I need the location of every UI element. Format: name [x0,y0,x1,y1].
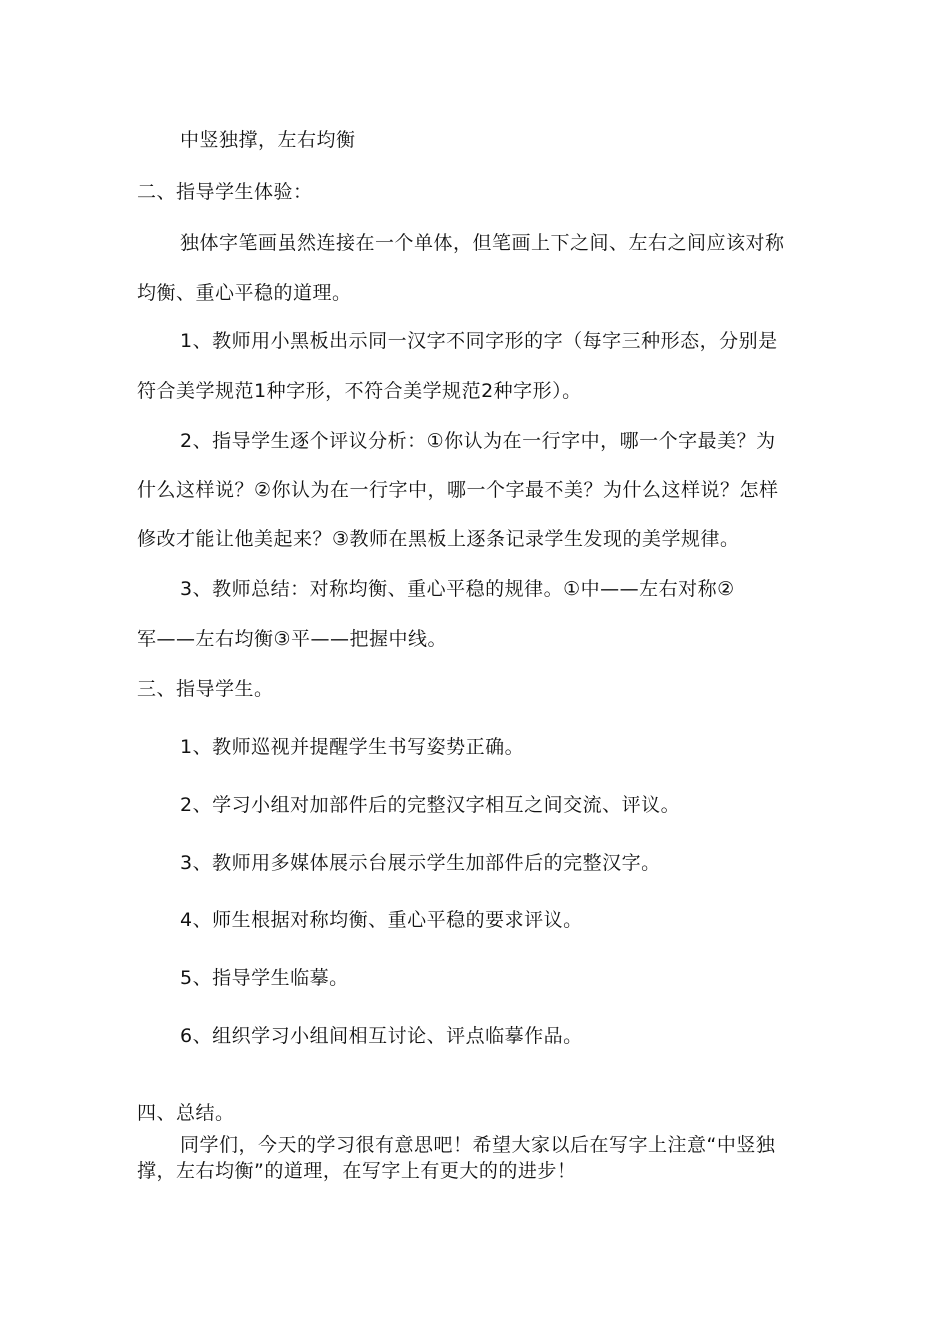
section-3-item-6: 6、组织学习小组间相互讨论、评点临摹作品。 [180,1025,583,1047]
summary-line-2: 撑，左右均衡”的道理，在写字上有更大的的进步！ [137,1160,577,1182]
motto-line: 中竖独撑，左右均衡 [180,129,356,151]
section-2-item-3-line-2: 军——左右均衡③平——把握中线。 [137,628,448,650]
section-3-item-3: 3、教师用多媒体展示台展示学生加部件后的完整汉字。 [180,852,661,874]
section-4-heading: 四、总结。 [137,1102,235,1124]
section-3-item-4: 4、师生根据对称均衡、重心平稳的要求评议。 [180,909,583,931]
section-2-intro-line-2: 均衡、重心平稳的道理。 [137,282,352,304]
section-2-heading: 二、指导学生体验： [137,181,313,203]
section-3-heading: 三、指导学生。 [137,678,274,700]
summary-line-1: 同学们，今天的学习很有意思吧！希望大家以后在写字上注意“中竖独 [180,1134,776,1156]
section-2-item-2-line-2: 什么这样说？②你认为在一行字中，哪一个字最不美？为什么这样说？怎样 [137,479,779,501]
section-2-intro-line-1: 独体字笔画虽然连接在一个单体，但笔画上下之间、左右之间应该对称 [180,232,785,254]
section-3-item-2: 2、学习小组对加部件后的完整汉字相互之间交流、评议。 [180,794,681,816]
section-2-item-1-line-2: 符合美学规范1种字形，不符合美学规范2种字形）。 [137,380,582,402]
section-2-item-2-line-1: 2、指导学生逐个评议分析：①你认为在一行字中，哪一个字最美？为 [180,430,776,452]
section-3-item-5: 5、指导学生临摹。 [180,967,349,989]
section-2-item-3-line-1: 3、教师总结：对称均衡、重心平稳的规律。①中——左右对称② [180,578,735,600]
section-2-item-1-line-1: 1、教师用小黑板出示同一汉字不同字形的字（每字三种形态，分别是 [180,330,778,352]
section-2-item-2-line-3: 修改才能让他美起来？③教师在黑板上逐条记录学生发现的美学规律。 [137,528,740,550]
section-3-item-1: 1、教师巡视并提醒学生书写姿势正确。 [180,736,525,758]
